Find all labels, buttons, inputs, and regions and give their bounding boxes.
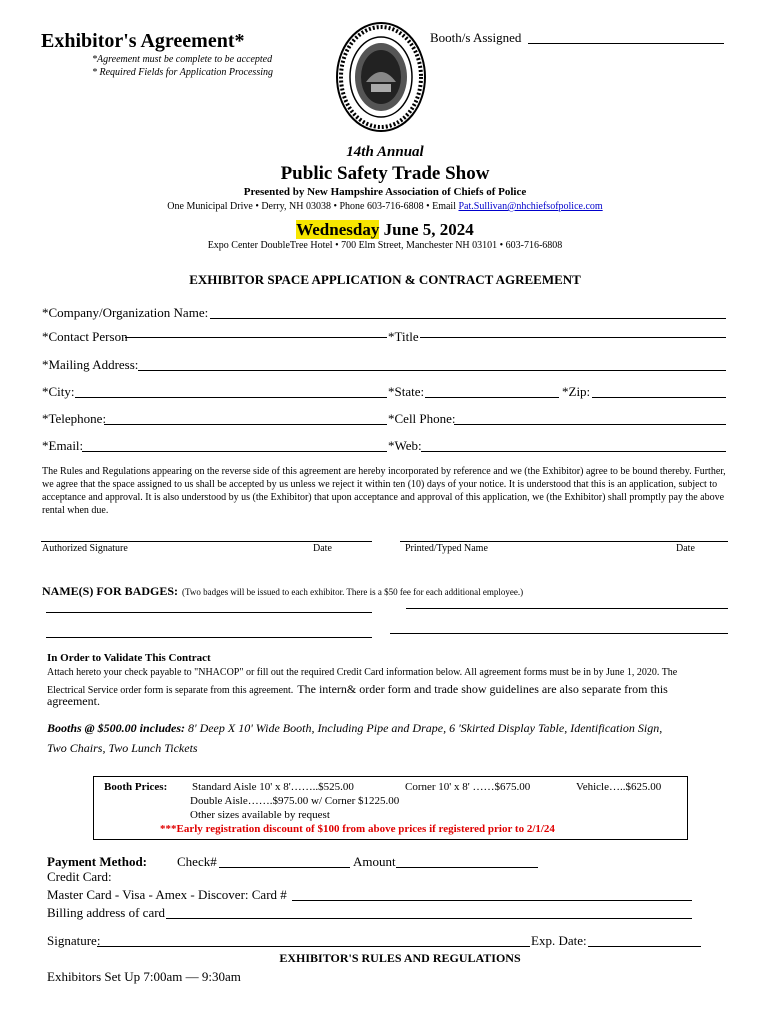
payment-method-label: Payment Method: [47,854,148,869]
badges-line [42,582,523,600]
web-field[interactable] [421,451,726,452]
event-annual: 14th Annual [346,144,424,160]
email-label: *Email: [42,438,84,453]
billing-address-label: Billing address of card [47,905,166,920]
printed-name-caption: Printed/Typed Name [405,543,488,554]
payment-signature-label: Signature: [47,933,101,948]
authorized-signature-line[interactable] [41,541,372,542]
badge-name-field-4[interactable] [390,633,728,634]
amount-label: Amount [353,854,396,869]
amount-field[interactable] [396,867,538,868]
price-double: Double Aisle…….$975.00 w/ Corner $1225.00 [190,795,400,807]
validate-line-1: Attach hereto your check payable to "NHACOP" or fill out the required Credit Card information below. All agreement forms must be in by June 1, 2020. The [47,667,678,678]
badges-note: (Two badges will be issued to each exhibitor. There is a $50 fee for each additional employee.) [182,587,524,597]
badge-name-field-2[interactable] [406,608,728,609]
event-presenter: Presented by New Hampshire Association of Chiefs of Police [243,186,527,198]
validate-line-2 [47,680,668,698]
check-label: Check# [177,854,217,869]
form-heading: EXHIBITOR SPACE APPLICATION & CONTRACT AGREEMENT [189,272,581,287]
page-title: Exhibitor's Agreement* [41,30,245,52]
cell-phone-label: *Cell Phone: [388,411,456,426]
required-note: *Agreement must be complete to be accepted [92,54,273,65]
credit-card-label: Credit Card: [47,869,112,884]
rules-heading: EXHIBITOR'S RULES AND REGULATIONS [279,951,521,965]
booths-includes [47,721,662,736]
booth-assigned-label: Booth/s Assigned [430,30,522,45]
setup-time: Exhibitors Set Up 7:00am — 9:30am [47,969,241,984]
web-label: *Web: [388,438,422,453]
price-vehicle: Vehicle…..$625.00 [576,781,662,793]
signature-date-caption: Date [313,543,332,554]
contact-person-label: *Contact Person [42,329,128,344]
billing-address-field[interactable] [166,918,692,919]
event-address: One Municipal Drive • Derry, NH 03038 • Phone 603-716-6808 • Email [167,201,456,212]
booths-includes-label: Booths @ $500.00 includes: [47,721,185,735]
exp-date-label: Exp. Date: [531,933,587,948]
price-standard: Standard Aisle 10' x 8'……..$525.00 [192,781,354,793]
telephone-label: *Telephone: [42,411,107,426]
required-fields-note: * Required Fields for Application Processing [92,67,273,78]
event-date-value: June 5, 2024 [383,220,474,239]
title-label: *Title [388,329,419,344]
badge-name-field-3[interactable] [46,637,372,638]
city-label: *City: [42,384,75,399]
company-label: *Company/Organization Name: [42,305,209,320]
event-venue: Expo Center DoubleTree Hotel • 700 Elm Street, Manchester NH 03101 • 603-716-6808 [207,240,563,251]
validate-line-3: agreement. [47,694,100,708]
mailing-address-label: *Mailing Address: [42,357,139,372]
badges-label: NAME(S) FOR BADGES: [42,584,179,598]
booths-includes-text: 8' Deep X 10' Wide Booth, Including Pipe and Drape, 6 'Skirted Display Table, Identification Sign, [188,721,663,735]
payment-signature-field[interactable] [97,946,530,947]
event-date [0,220,770,240]
booth-prices-label: Booth Prices: [104,781,168,793]
zip-label: *Zip: [562,384,591,399]
terms-paragraph: The Rules and Regulations appearing on the reverse side of this agreement are hereby incorporated by reference and we (the Exhibitor) agree to be bound thereby. Further, we agree that the space assigned to us shall be accepted by us unless we reject it within ten (10) days of your notice. It is understood that this is an application, subject to acceptance and approval. It is also understood by us (the Exhibitor) that upon acceptance and approval of this application, we (the Exhibitor) shall promptly pay the above rental when due. [42,466,726,516]
event-contact-line [0,201,770,212]
state-label: *State: [388,384,425,399]
booths-includes-line-2: Two Chairs, Two Lunch Tickets [47,741,198,755]
title-field[interactable] [420,337,726,338]
event-day: Wednesday [296,220,380,239]
price-other: Other sizes available by request [190,809,330,821]
email-link[interactable]: Pat.Sullivan@nhchiefsofpolice.com [458,201,603,212]
city-field[interactable] [75,397,387,398]
exp-date-field[interactable] [588,946,701,947]
cell-phone-field[interactable] [454,424,726,425]
badge-name-field-1[interactable] [46,612,372,613]
printed-name-line[interactable] [400,541,728,542]
state-field[interactable] [425,397,559,398]
email-field[interactable] [82,451,387,452]
mailing-address-field[interactable] [138,370,726,371]
authorized-signature-caption: Authorized Signature [42,543,128,554]
early-discount-note: ***Early registration discount of $100 from above prices if registered prior to 2/1/24 [160,823,555,835]
printed-date-caption: Date [676,543,695,554]
association-seal-icon [336,22,426,132]
booth-assigned-field[interactable] [528,43,724,44]
validate-line-2a: Electrical Service order form is separate from this agreement. [47,685,294,696]
telephone-field[interactable] [104,424,387,425]
company-field[interactable] [210,318,726,319]
contact-person-field[interactable] [125,337,387,338]
zip-field[interactable] [592,397,726,398]
card-number-label: Master Card - Visa - Amex - Discover: Card # [47,887,287,902]
validate-heading: In Order to Validate This Contract [47,652,211,664]
price-corner: Corner 10' x 8' ……$675.00 [405,781,531,793]
event-name: Public Safety Trade Show [280,163,490,184]
card-number-field[interactable] [292,900,692,901]
validate-line-2b: The intern& order form and trade show guidelines are also separate from this [297,682,668,696]
check-number-field[interactable] [219,867,350,868]
